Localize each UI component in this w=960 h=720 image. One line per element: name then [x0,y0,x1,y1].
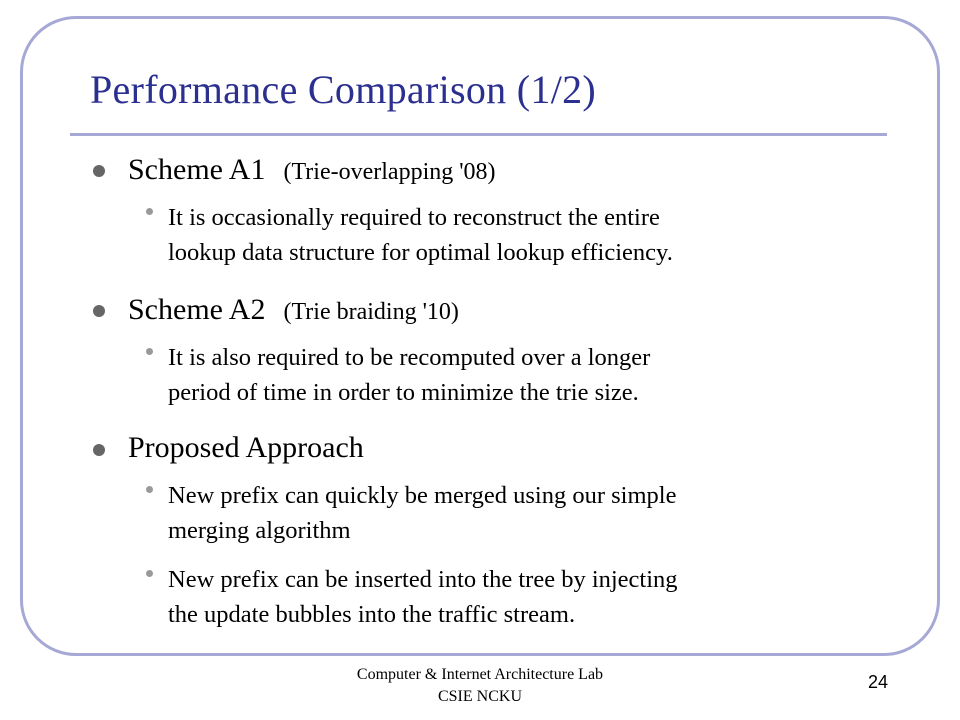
footer-department: CSIE NCKU [437,688,522,705]
slide-title: Performance Comparison (1/2) [90,67,597,112]
proposed-detail-1-line-2: merging algorithm [168,517,351,544]
bullet-icon [93,305,105,317]
sub-bullet-icon [146,348,153,355]
scheme-a2-detail-line-1: It is also required to be recomputed over a longer [168,344,651,371]
page-number: 24 [868,672,889,692]
sub-bullet-icon [146,570,153,577]
proposed-detail-1 [168,478,676,548]
scheme-a1-note: (Trie-overlapping '08) [283,159,496,185]
scheme-a1-label: Scheme A1 [128,153,266,186]
scheme-a2-detail-line-2: period of time in order to minimize the trie size. [168,379,639,406]
slide-footer [330,664,630,708]
scheme-a1-heading [128,153,496,187]
scheme-a2-label: Scheme A2 [128,293,266,326]
sub-bullet-icon [146,208,153,215]
scheme-a2-detail [168,340,650,410]
scheme-a2-note: (Trie braiding '10) [283,299,459,325]
scheme-a2-heading [128,293,459,327]
bullet-icon [93,444,105,456]
proposed-approach-label: Proposed Approach [128,431,364,464]
proposed-detail-2 [168,562,678,632]
scheme-a1-detail [168,200,673,270]
scheme-a1-detail-line-2: lookup data structure for optimal lookup efficiency. [168,239,673,266]
proposed-detail-1-line-1: New prefix can quickly be merged using our simple [168,482,677,509]
scheme-a1-detail-line-1: It is occasionally required to reconstruct the entire [168,204,660,231]
sub-bullet-icon [146,486,153,493]
proposed-detail-2-line-1: New prefix can be inserted into the tree by injecting [168,566,678,593]
proposed-detail-2-line-2: the update bubbles into the traffic stream. [168,601,576,628]
title-divider [70,133,887,136]
proposed-approach-heading [128,431,364,465]
bullet-icon [93,165,105,177]
footer-lab-name: Computer & Internet Architecture Lab [356,666,604,683]
